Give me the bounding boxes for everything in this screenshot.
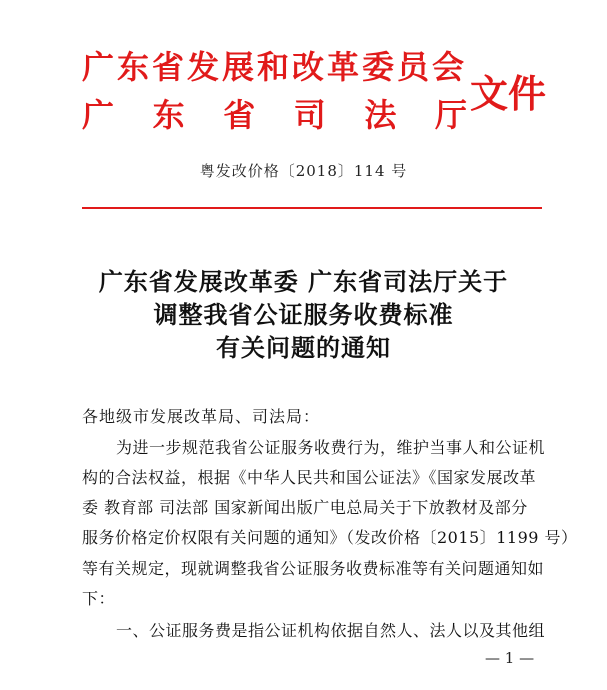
notice-title (0, 266, 607, 365)
red-divider (82, 207, 542, 209)
issuer-line-2 (82, 90, 467, 136)
body-line: 下： (82, 589, 116, 608)
issuer-line-2-char: 司 (293, 96, 326, 134)
body-line: 等有关规定，现就调整我省公证服务收费标准等有关问题通知如 (82, 559, 545, 578)
issuer-line-2-char: 厅 (434, 96, 467, 134)
document-header (0, 0, 607, 220)
issuer-line-2-char: 法 (364, 96, 397, 134)
issuer-line-1: 广东省发展和改革委员会 (82, 48, 468, 86)
addressee: 各地级市发展改革局、司法局： (82, 407, 321, 426)
issuer-line-2-char: 省 (223, 96, 256, 134)
title-line-3: 有关问题的通知 (216, 334, 391, 362)
body-line: 构的合法权益，根据《中华人民共和国公证法》《国家发展改革 (82, 468, 537, 487)
page-number: — 1 — (485, 649, 535, 667)
body-line: 服务价格定价权限有关问题的通知》（发改价格〔2015〕1199 号） (82, 528, 578, 547)
document-number: 粤发改价格〔2018〕114 号 (199, 162, 408, 180)
title-line-1: 广东省发展改革委 广东省司法厅关于 (98, 268, 509, 296)
issuer-line-2-char: 广 (82, 96, 115, 134)
body-line: 一、公证服务费是指公证机构依据自然人、法人以及其他组 (116, 621, 546, 640)
issuer-line-2-char: 东 (152, 96, 185, 134)
body-line: 委 教育部 司法部 国家新闻出版广电总局关于下放教材及部分 (82, 498, 528, 517)
body-line: 为进一步规范我省公证服务收费行为，维护当事人和公证机 (116, 438, 546, 457)
document-word: 文件 (470, 71, 547, 116)
title-line-2: 调整我省公证服务收费标准 (153, 301, 454, 329)
